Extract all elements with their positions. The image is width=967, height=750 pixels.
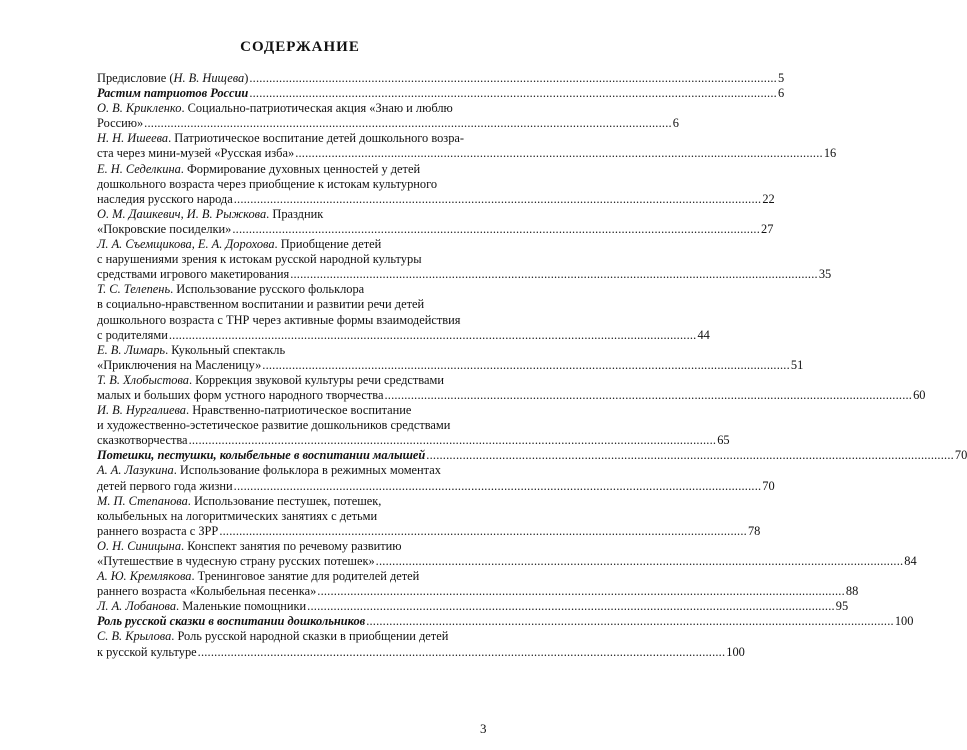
toc-author: Н. Н. Ишеева [97, 131, 169, 146]
toc-line-text [97, 629, 448, 643]
toc-line [97, 448, 967, 463]
toc-author: О. М. Дашкевич, И. В. Рыжкова [97, 206, 267, 221]
toc-text: . Коррекция звуковой культуры речи средствами [188, 372, 444, 387]
toc-line-text [97, 599, 306, 614]
toc-line [97, 282, 487, 297]
toc-line [97, 221, 774, 237]
toc-text: наследия русского народа [97, 191, 233, 206]
toc-text: . Праздник [266, 206, 324, 221]
dot-leader [295, 146, 823, 161]
toc-entry [97, 403, 730, 448]
toc-page-number: 100 [726, 644, 745, 659]
toc-line [97, 86, 785, 101]
toc-section [97, 86, 785, 101]
toc-line [97, 101, 487, 116]
toc-entry [97, 131, 837, 161]
toc-line-text [97, 494, 381, 508]
toc-line [97, 584, 859, 599]
toc-author: О. Н. Синицына [97, 538, 182, 553]
toc-author: Е. В. Лимарь [97, 342, 166, 357]
toc-text: «Покровские посиделки» [97, 221, 232, 236]
toc-page-number: 78 [747, 523, 761, 538]
dot-leader [366, 614, 894, 629]
toc-page-number: 6 [777, 86, 785, 101]
toc-page-number: 27 [761, 221, 774, 236]
toc-text: в социально-нравственном воспитании и развитии речи детей [97, 297, 425, 312]
toc-line [97, 478, 775, 494]
toc-page-number: 35 [818, 267, 832, 282]
toc-line-text [97, 584, 316, 599]
toc-section [97, 448, 967, 463]
toc-line [97, 539, 487, 554]
toc-line-text [97, 101, 453, 115]
toc-line [97, 207, 487, 222]
toc-entry [97, 71, 785, 86]
toc-text: ) [244, 71, 249, 85]
toc-line-text [97, 207, 323, 221]
toc-text: . Тренинговое занятие для родителей детей [191, 569, 420, 584]
toc-line-text [97, 222, 231, 237]
toc-line [97, 599, 849, 614]
toc-text: . Использование пестушек, потешек, [187, 493, 382, 508]
toc-line-text [97, 86, 248, 101]
toc-line [97, 237, 487, 252]
toc-entry [97, 161, 775, 207]
toc-line [97, 146, 837, 161]
toc-line [97, 267, 832, 282]
toc-section-title: Потешки, пестушки, колыбельные в воспитании малышей [97, 448, 426, 463]
toc-text: ста через мини-музей «Русская изба» [97, 146, 295, 161]
toc-entry [97, 282, 710, 342]
toc-line-text [97, 554, 375, 569]
toc-text: . Социально-патриотическая акция «Знаю и люблю [181, 101, 453, 116]
toc-author: Т. В. Хлобыстова [97, 372, 189, 387]
toc-text: . Патриотическое воспитание детей дошкольного возра- [168, 131, 465, 146]
toc-text: сказкотворчества [97, 433, 188, 448]
dot-leader [384, 388, 912, 403]
toc-text: дошкольного возраста с ТНР через активные формы взаимодействия [97, 312, 461, 327]
dot-leader [189, 433, 717, 448]
toc-text: . Использование русского фольклора [170, 282, 365, 297]
toc-author: С. В. Крылова [97, 629, 172, 644]
toc-line [97, 191, 775, 207]
page-number: 3 [480, 721, 487, 736]
toc-line [97, 509, 487, 524]
toc-line [97, 252, 487, 267]
toc-section [97, 614, 914, 629]
toc-entry [97, 372, 926, 403]
toc-author: Л. А. Лобанова [97, 599, 177, 614]
toc-text: Россию» [97, 116, 144, 131]
dot-leader [307, 599, 835, 614]
toc-line-text [97, 177, 437, 191]
toc-author: М. П. Степанова [97, 493, 188, 508]
toc-line-text [97, 267, 289, 282]
toc-line-text [97, 192, 233, 207]
toc-line-text [97, 252, 422, 266]
toc-line-text [97, 162, 420, 176]
dot-leader [234, 479, 762, 494]
toc-page-number: 60 [913, 387, 926, 402]
toc-line [97, 162, 487, 177]
toc-line [97, 569, 487, 584]
toc-line-text [97, 645, 197, 660]
toc-line-text [97, 237, 381, 251]
toc-text: «Приключения на Масленицу» [97, 357, 262, 372]
toc-text: и художественно-эстетическое развитие дошкольников средствами [97, 418, 451, 433]
dot-leader [317, 584, 845, 599]
toc-author: Л. А. Съемщикова, Е. А. Дорохова [97, 237, 275, 252]
dot-leader [249, 86, 777, 101]
toc-text: . Формирование духовных ценностей у детей [180, 161, 421, 176]
toc-page-number: 65 [717, 433, 730, 448]
toc-text: . Использование фольклора в режимных моментах [173, 463, 441, 478]
toc-page-number: 70 [762, 478, 775, 493]
dot-leader [249, 71, 777, 86]
toc-line [97, 463, 487, 478]
toc-entry [97, 599, 849, 614]
toc-page-number: 100 [894, 614, 914, 629]
dot-leader [290, 267, 818, 282]
toc-line-text [97, 373, 444, 387]
toc-line [97, 116, 679, 131]
toc-line [97, 418, 487, 433]
toc-text: . Маленькие помощники [176, 599, 307, 614]
toc-line [97, 523, 761, 539]
toc-page-number: 88 [845, 584, 859, 599]
toc-line-text [97, 479, 233, 494]
toc-author: О. В. Крикленко [97, 101, 182, 116]
toc-entry [97, 629, 745, 659]
toc-line [97, 403, 487, 418]
dot-leader [219, 524, 747, 539]
toc-page-number: 84 [904, 554, 917, 568]
toc-line-text [97, 448, 425, 463]
toc-line-text [97, 388, 383, 403]
toc-line-text [97, 463, 441, 477]
page-title: СОДЕРЖАНИЕ [240, 39, 360, 55]
toc-entry [97, 206, 774, 237]
toc-page-number: 95 [835, 599, 849, 614]
dot-leader [376, 554, 904, 569]
toc-text: колыбельных на логоритмических занятиях с детьми [97, 508, 378, 523]
toc-text: раннего возраста с ЗРР [97, 523, 219, 538]
dot-leader [232, 222, 760, 237]
toc-text: . Приобщение детей [274, 237, 382, 252]
dot-leader [144, 116, 672, 131]
toc-entry [97, 342, 804, 373]
toc-line [97, 313, 487, 328]
table-of-contents [97, 71, 967, 660]
toc-text: . Кукольный спектакль [165, 342, 286, 357]
toc-author: Н. В. Нищева [173, 71, 245, 85]
toc-line [97, 614, 914, 629]
toc-page-number: 44 [697, 327, 710, 342]
toc-author: И. В. Нургалиева [97, 403, 187, 418]
toc-author: Е. Н. Седелкина [97, 161, 181, 176]
toc-line-text [97, 403, 411, 417]
toc-line-text [97, 539, 402, 553]
toc-line-text [97, 146, 294, 161]
toc-line [97, 387, 926, 403]
toc-page-number: 6 [672, 116, 679, 131]
toc-line-text [97, 418, 450, 432]
toc-line-text [97, 569, 419, 583]
toc-text: детей первого года жизни [97, 478, 233, 493]
toc-line [97, 629, 487, 644]
toc-text: малых и больших форм устного народного творчества [97, 387, 384, 402]
toc-text: дошкольного возраста через приобщение к истокам культурного [97, 176, 438, 191]
toc-line [97, 297, 487, 312]
toc-line-text [97, 433, 188, 448]
toc-entry [97, 493, 761, 539]
toc-line [97, 71, 785, 86]
toc-page-number: 51 [790, 357, 804, 372]
dot-leader [234, 192, 762, 207]
toc-line [97, 343, 487, 358]
toc-author: А. А. Лазукина [97, 463, 174, 478]
toc-line [97, 373, 487, 388]
toc-page-number: 70 [954, 448, 967, 463]
toc-page-number: 16 [823, 146, 837, 161]
toc-line [97, 327, 710, 343]
toc-line-text [97, 116, 143, 131]
toc-line-text [97, 358, 261, 373]
toc-line [97, 433, 730, 448]
toc-text: Предисловие ( [97, 71, 174, 85]
toc-line [97, 644, 745, 660]
toc-line-text [97, 343, 285, 357]
toc-text: к русской культуре [97, 644, 197, 659]
toc-section-title: Роль русской сказки в воспитании дошкольников [97, 614, 366, 629]
dot-leader [262, 358, 790, 373]
toc-line-text [97, 509, 377, 523]
toc-line [97, 494, 487, 509]
toc-line [97, 177, 487, 192]
toc-line-text [97, 313, 460, 327]
toc-line-text [97, 282, 364, 296]
toc-entry [97, 569, 859, 599]
toc-entry [97, 237, 832, 282]
toc-line-text [97, 131, 464, 145]
toc-entry [97, 463, 775, 493]
toc-line [97, 131, 487, 146]
toc-text: . Роль русской народной сказки в приобщении детей [171, 629, 449, 644]
dot-leader [198, 645, 726, 660]
toc-line-text [97, 297, 424, 311]
toc-text: «Путешествие в чудесную страну русских потешек» [97, 554, 375, 568]
toc-line [97, 554, 917, 569]
toc-text: . Конспект занятия по речевому развитию [181, 538, 402, 553]
toc-text: с родителями [97, 327, 168, 342]
toc-text: с нарушениями зрения к истокам русской народной культуры [97, 252, 422, 267]
toc-line-text [97, 71, 248, 86]
toc-text: раннего возраста «Колыбельная песенка» [97, 584, 317, 599]
toc-text: . Нравственно-патриотическое воспитание [186, 403, 412, 418]
dot-leader [426, 448, 954, 463]
toc-line-text [97, 524, 218, 539]
toc-text: средствами игрового макетирования [97, 267, 290, 282]
toc-author: Т. С. Телепень [97, 282, 171, 297]
toc-line [97, 357, 804, 373]
toc-entry [97, 538, 917, 569]
toc-line-text [97, 614, 365, 629]
toc-author: А. Ю. Кремлякова [97, 569, 192, 584]
toc-page-number: 5 [777, 71, 785, 85]
dot-leader [169, 328, 697, 343]
toc-line-text [97, 328, 168, 343]
toc-section-title: Растим патриотов России [97, 86, 249, 101]
toc-page-number: 22 [762, 191, 775, 206]
toc-entry [97, 101, 679, 131]
